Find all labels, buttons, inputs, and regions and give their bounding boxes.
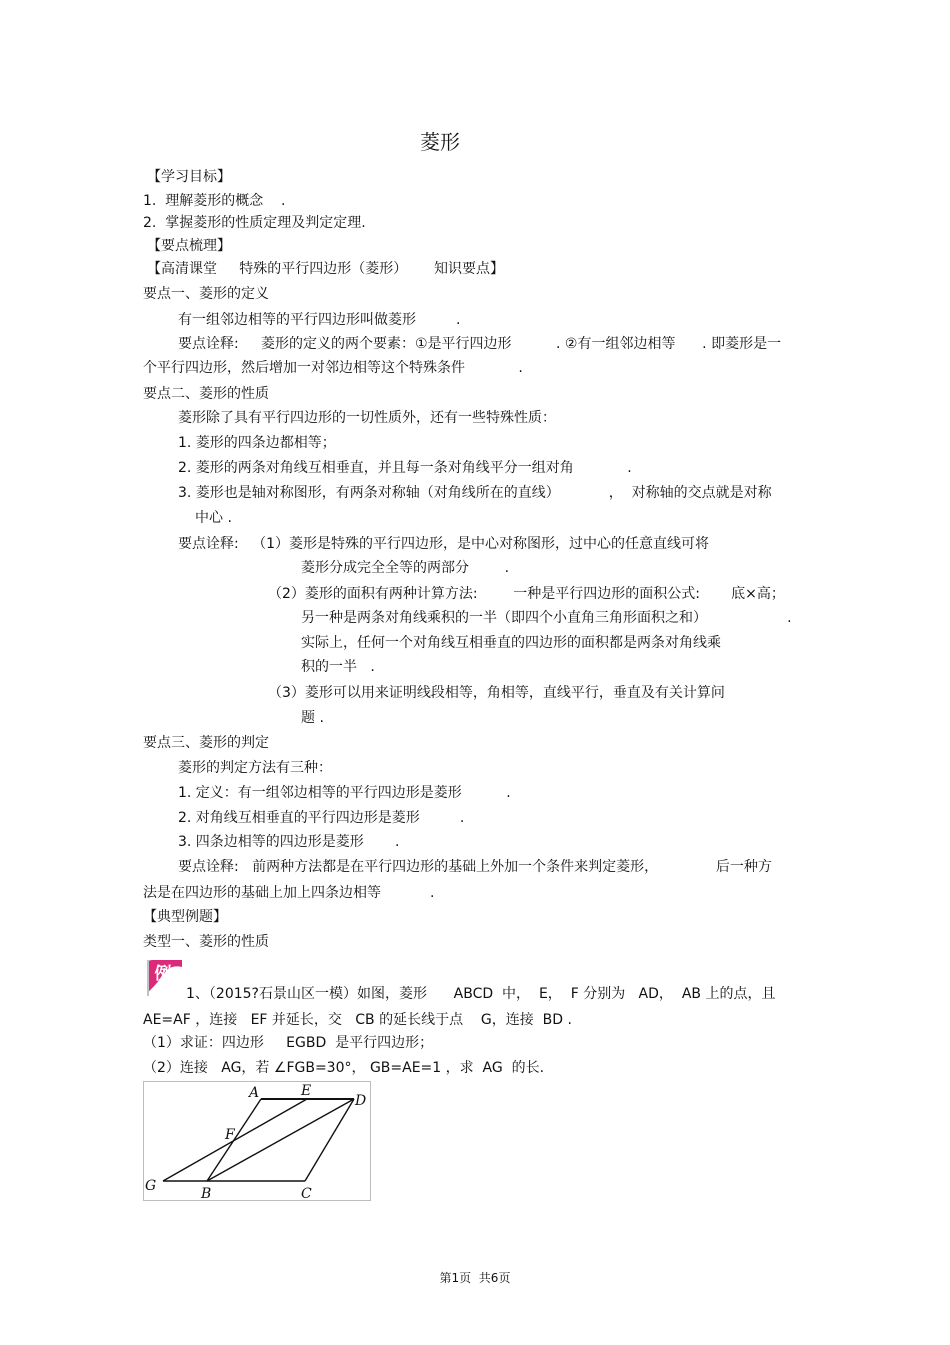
point-2-intro: 菱形除了具有平行四边形的一切性质外，还有一些特殊性质： (178, 410, 556, 426)
point-1-heading: 要点一、菱形的定义 (143, 286, 269, 302)
point-3-heading: 要点三、菱形的判定 (143, 735, 269, 751)
point-2-note-2: （2）菱形的面积有两种计算方法: 一种是平行四边形的面积公式: 底×高； (268, 586, 785, 602)
section-heading-examples: 【典型例题】 (143, 909, 227, 925)
rhombus-figure (143, 1081, 371, 1201)
property-3-cont: 中心 . (195, 510, 232, 526)
page-footer: 第1页 共6页 (439, 1271, 511, 1285)
point-2-note-1-cont: 菱形分成完全全等的两部分 . (301, 560, 510, 576)
example-1-line-2: AE=AF ，连接 EF 并延长，交 CB 的延长线于点 G，连接 BD . (143, 1012, 572, 1028)
point-2-heading: 要点二、菱形的性质 (143, 386, 269, 402)
label-B: B (201, 1186, 212, 1201)
point-1-definition: 有一组邻边相等的平行四边形叫做菱形 . (178, 312, 461, 328)
point-1-note-line-1: 要点诠释: 菱形的定义的两个要素：①是平行四边形 . ②有一组邻边相等 . 即菱形是一 (178, 336, 782, 352)
rhombus-diagram (143, 1081, 371, 1201)
segment-GE (163, 1099, 307, 1181)
example-1-question-1: （1）求证：四边形 EGBD 是平行四边形； (143, 1035, 434, 1051)
label-F: F (225, 1127, 235, 1143)
label-D: D (355, 1093, 367, 1109)
label-E: E (301, 1083, 312, 1099)
label-A: A (249, 1085, 260, 1101)
criterion-1: 1. 定义：有一组邻边相等的平行四边形是菱形 . (178, 785, 511, 801)
example-badge-text: 例 (154, 964, 172, 984)
point-1-note-line-2: 个平行四边形，然后增加一对邻边相等这个特殊条件 . (143, 360, 523, 376)
example-1-question-2: （2）连接 AG，若 ∠FGB=30°， GB=AE=1 ，求 AG 的长. (143, 1060, 545, 1076)
label-C: C (301, 1186, 312, 1201)
point-2-note-2-cont-3: 积的一半 . (301, 659, 375, 675)
point-3-intro: 菱形的判定方法有三种： (178, 760, 332, 776)
criterion-3: 3. 四条边相等的四边形是菱形 . (178, 834, 400, 850)
page-title: 菱形 (420, 130, 460, 154)
goal-item-2: 2. 掌握菱形的性质定理及判定定理. (143, 215, 366, 231)
property-1: 1. 菱形的四条边都相等； (178, 435, 336, 451)
point-2-note-3-cont: 题 . (301, 710, 324, 726)
example-badge-icon (144, 957, 184, 997)
example-1-line-1: 1、（2015?石景山区一模）如图，菱形 ABCD 中， E， F 分别为 AD， AB 上的点，且 (186, 986, 776, 1002)
property-2: 2. 菱形的两条对角线互相垂直，并且每一条对角线平分一组对角 . (178, 460, 632, 476)
segment-DC (305, 1099, 354, 1181)
point-2-note-3: （3）菱形可以用来证明线段相等，角相等，直线平行，垂直及有关计算问 (268, 685, 725, 701)
goal-item-1: 1. 理解菱形的概念 . (143, 193, 286, 209)
point-2-note-2-cont-2: 实际上，任何一个对角线互相垂直的四边形的面积都是两条对角线乘 (301, 635, 721, 651)
section-heading-points: 【要点梳理】 (147, 238, 231, 254)
label-G: G (145, 1178, 157, 1194)
point-3-note-line-2: 法是在四边形的基础上加上四条边相等 . (143, 885, 435, 901)
point-2-note-2-cont-1: 另一种是两条对角线乘积的一半（即四个小直角三角形面积之和） . (301, 610, 792, 626)
type-1-heading: 类型一、菱形的性质 (143, 934, 269, 950)
class-heading: 【高清课堂 特殊的平行四边形（菱形） 知识要点】 (147, 261, 504, 277)
criterion-2: 2. 对角线互相垂直的平行四边形是菱形 . (178, 810, 465, 826)
section-heading-goals: 【学习目标】 (147, 169, 231, 185)
point-2-note-1: 要点诠释: （1）菱形是特殊的平行四边形，是中心对称图形，过中心的任意直线可将 (178, 536, 709, 552)
property-3: 3. 菱形也是轴对称图形，有两条对称轴（对角线所在的直线） ， 对称轴的交点就是对称 (178, 485, 772, 501)
point-3-note-line-1: 要点诠释: 前两种方法都是在平行四边形的基础上外加一个条件来判定菱形， 后一种方 (178, 859, 772, 875)
